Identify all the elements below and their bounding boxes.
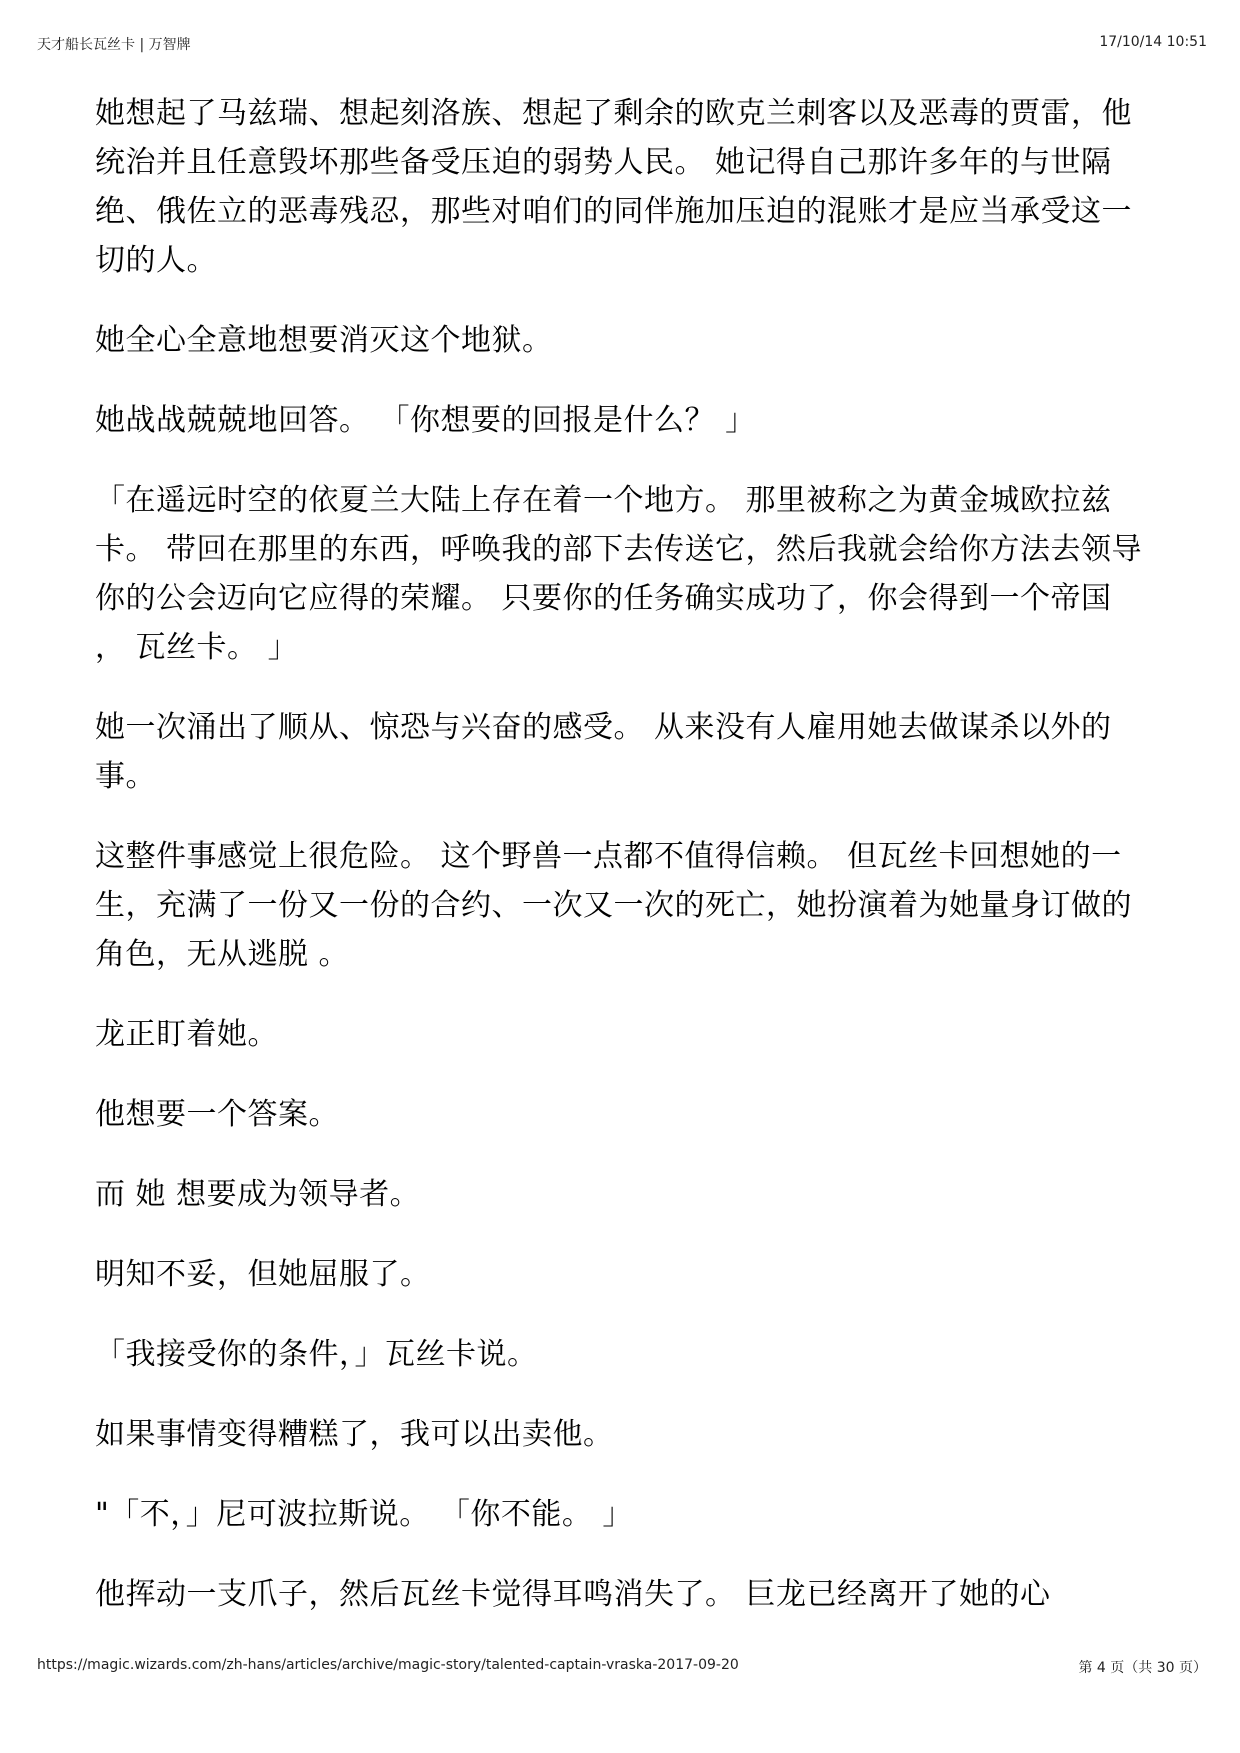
paragraph: 而 她 想要成为领导者。 [95,1177,421,1212]
page-footer-page-number: 第 4 页（共 30 页） [1078,1660,1207,1676]
paragraph: 明知不妥，但她屈服了。 [95,1257,431,1292]
page-header-datetime: 17/10/14 10:51 [1099,34,1207,50]
page-footer-url: https://magic.wizards.com/zh-hans/articles/archive/magic-story/talented-captain-vraska-2017-09-20 [37,1657,739,1673]
paragraph: 他挥动一支爪子，然后瓦丝卡觉得耳鸣消失了。 巨龙已经离开了她的心 [95,1577,1051,1612]
paragraph: 这整件事感觉上很危险。 这个野兽一点都不值得信赖。 但瓦丝卡回想她的一生，充满了一份又一份的合约、一次又一次的死亡，她扮演着为她量身订做的角色，无从逃脱 。 [95,839,1132,972]
paragraph: 她全心全意地想要消灭这个地狱。 [95,323,553,358]
article-body [95,89,1145,1650]
paragraph: 龙正盯着她。 [95,1017,278,1052]
paragraph: 如果事情变得糟糕了，我可以出卖他。 [95,1417,614,1452]
paragraph: 她一次涌出了顺从、惊恐与兴奋的感受。 从来没有人雇用她去做谋杀以外的事。 [95,710,1112,794]
paragraph: 「在遥远时空的依夏兰大陆上存在着一个地方。 那里被称之为黄金城欧拉兹卡。 带回在那里的东西，呼唤我的部下去传送它，然后我就会给你方法去领导你的公会迈向它应得的荣耀。 只要你的任务确实成功了，你会得到一个帝国 ， 瓦丝卡。 」 [95,483,1143,665]
page-header-title: 天才船长瓦丝卡 | 万智牌 [37,37,191,53]
paragraph: 她战战兢兢地回答。 「你想要的回报是什么？ 」 [95,403,756,438]
paragraph: 「我接受你的条件，」瓦丝卡说。 [95,1337,538,1372]
paragraph: 她想起了马兹瑞、想起刻洛族、想起了剩余的欧克兰刺客以及恶毒的贾雷，他统治并且任意毁坏那些备受压迫的弱势人民。 她记得自己那许多年的与世隔绝、俄佐立的恶毒残忍，那些对咱们的同伴施加压迫的混账才是应当承受这一切的人。 [95,96,1132,278]
paragraph: "「不，」尼可波拉斯说。 「你不能。 」 [95,1497,633,1532]
paragraph: 他想要一个答案。 [95,1097,339,1132]
